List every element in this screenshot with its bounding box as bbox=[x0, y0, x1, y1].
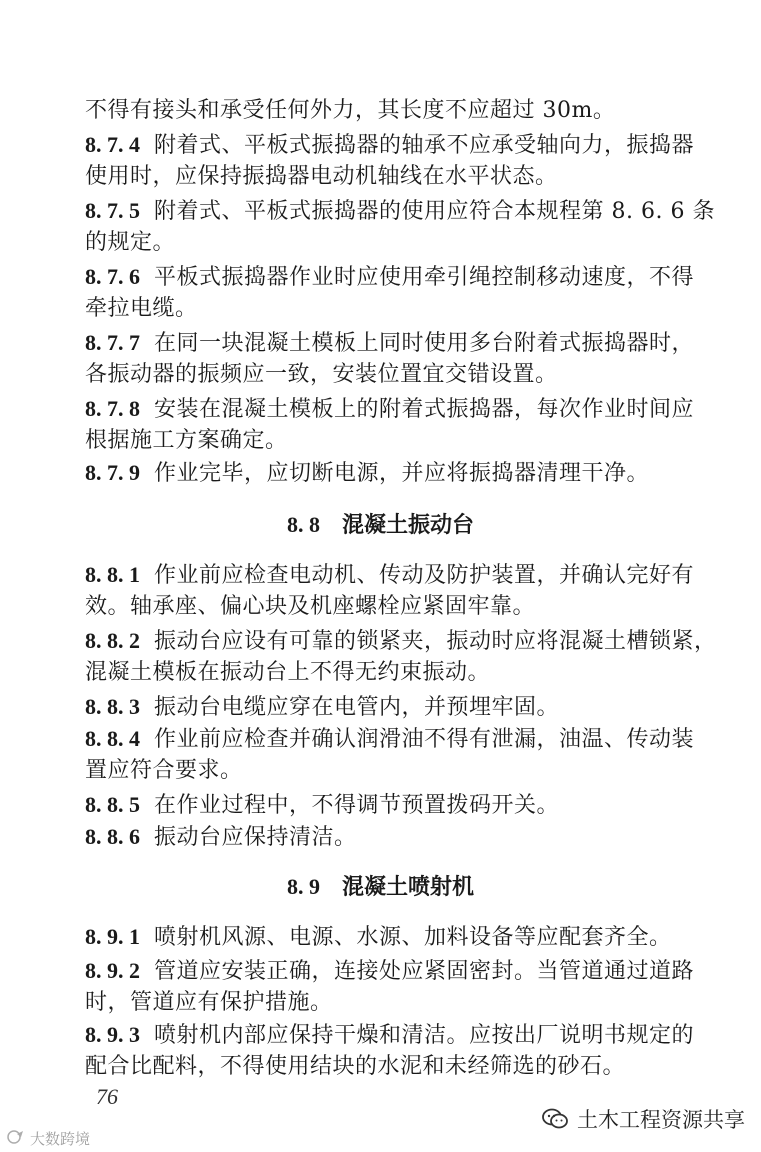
clause-number: 8. 7. 7 bbox=[85, 330, 140, 355]
clause-8-7-9: 8. 7. 9 作业完毕，应切断电源，并应将振捣器清理干净。 bbox=[85, 460, 650, 486]
clause-number: 8. 7. 6 bbox=[85, 264, 140, 289]
clause-8-7-7: 8. 7. 7 在同一块混凝土模板上同时使用多台附着式振捣器时， bbox=[85, 330, 695, 356]
paragraph-line: 混凝土模板在振动台上不得无约束振动。 bbox=[85, 660, 491, 685]
section-number: 8. 9 bbox=[286, 874, 320, 899]
section-number: 8. 8 bbox=[286, 512, 320, 537]
wechat-icon bbox=[541, 1107, 569, 1131]
clause-8-7-5: 8. 7. 5 附着式、平板式振捣器的使用应符合本规程第 8. 6. 6 条 bbox=[85, 198, 715, 224]
clause-8-7-4: 8. 7. 4 附着式、平板式振捣器的轴承不应承受轴向力，振捣器 bbox=[85, 132, 695, 158]
clause-number: 8. 8. 5 bbox=[85, 792, 140, 817]
clause-number: 8. 8. 1 bbox=[85, 562, 140, 587]
paragraph-line: 不得有接头和承受任何外力，其长度不应超过 30m。 bbox=[85, 98, 616, 123]
clause-number: 8. 7. 5 bbox=[85, 198, 140, 223]
paragraph-line: 牵拉电缆。 bbox=[85, 296, 198, 321]
clause-8-9-1: 8. 9. 1 喷射机风源、电源、水源、加料设备等应配套齐全。 bbox=[85, 924, 672, 950]
clause-8-8-6: 8. 8. 6 振动台应保持清洁。 bbox=[85, 824, 357, 850]
paragraph-line: 效。轴承座、偏心块及机座螺栓应紧固牢靠。 bbox=[85, 594, 536, 619]
clause-number: 8. 9. 2 bbox=[85, 958, 140, 983]
watermark-account bbox=[541, 1104, 745, 1134]
brand-logo-icon bbox=[6, 1129, 26, 1149]
paragraph-line: 的规定。 bbox=[85, 230, 176, 255]
section-heading-8-8 bbox=[0, 510, 761, 540]
paragraph-line: 根据施工方案确定。 bbox=[85, 428, 288, 453]
clause-8-8-4: 8. 8. 4 作业前应检查并确认润滑油不得有泄漏，油温、传动装 bbox=[85, 726, 695, 752]
paragraph-line: 使用时，应保持振捣器电动机轴线在水平状态。 bbox=[85, 164, 558, 189]
page-number: 76 bbox=[96, 1084, 118, 1109]
clause-8-9-2: 8. 9. 2 管道应安装正确，连接处应紧固密封。当管道通过道路 bbox=[85, 958, 695, 984]
clause-number: 8. 7. 8 bbox=[85, 396, 140, 421]
paragraph-line: 配合比配料，不得使用结块的水泥和未经筛选的砂石。 bbox=[85, 1054, 626, 1079]
clause-number: 8. 9. 1 bbox=[85, 924, 140, 949]
clause-number: 8. 7. 9 bbox=[85, 460, 140, 485]
clause-8-8-3: 8. 8. 3 振动台电缆应穿在电管内，并预埋牢固。 bbox=[85, 694, 560, 720]
section-title: 混凝土喷射机 bbox=[341, 874, 474, 900]
clause-8-8-5: 8. 8. 5 在作业过程中，不得调节预置拨码开关。 bbox=[85, 792, 560, 818]
clause-number: 8. 9. 3 bbox=[85, 1022, 140, 1047]
paragraph-line: 时，管道应有保护措施。 bbox=[85, 990, 333, 1015]
clause-8-9-3: 8. 9. 3 喷射机内部应保持干燥和清洁。应按出厂说明书规定的 bbox=[85, 1022, 695, 1048]
watermark-source-text: 大数跨境 bbox=[30, 1130, 91, 1148]
clause-number: 8. 8. 6 bbox=[85, 824, 140, 849]
watermark-text: 土木工程资源共享 bbox=[577, 1108, 745, 1132]
clause-number: 8. 8. 4 bbox=[85, 726, 140, 751]
clause-8-8-2: 8. 8. 2 振动台应设有可靠的锁紧夹，振动时应将混凝土槽锁紧， bbox=[85, 628, 717, 654]
clause-8-7-6: 8. 7. 6 平板式振捣器作业时应使用牵引绳控制移动速度，不得 bbox=[85, 264, 695, 290]
clause-8-8-1: 8. 8. 1 作业前应检查电动机、传动及防护装置，并确认完好有 bbox=[85, 562, 695, 588]
clause-number: 8. 7. 4 bbox=[85, 132, 140, 157]
paragraph-line: 置应符合要求。 bbox=[85, 758, 243, 783]
paragraph-line: 各振动器的振频应一致，安装位置宜交错设置。 bbox=[85, 362, 558, 387]
watermark-source bbox=[6, 1128, 90, 1149]
section-heading-8-9 bbox=[0, 872, 761, 902]
clause-number: 8. 8. 3 bbox=[85, 694, 140, 719]
section-title: 混凝土振动台 bbox=[341, 512, 474, 538]
clause-number: 8. 8. 2 bbox=[85, 628, 140, 653]
clause-8-7-8: 8. 7. 8 安装在混凝土模板上的附着式振捣器，每次作业时间应 bbox=[85, 396, 695, 422]
